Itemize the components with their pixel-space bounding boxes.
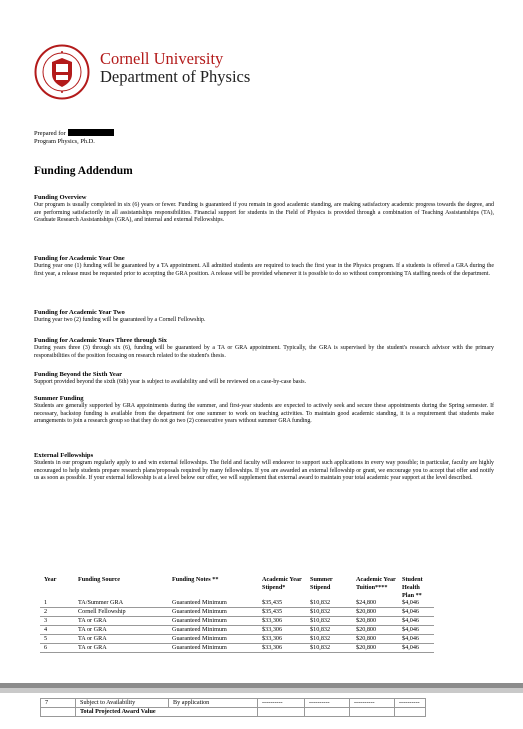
table-cell: $10,832 bbox=[310, 608, 356, 617]
table-cell: $20,800 bbox=[356, 617, 402, 626]
table-cell bbox=[350, 708, 395, 717]
table-cell: Guaranteed Minimum bbox=[172, 635, 262, 644]
table-row-total bbox=[41, 708, 426, 717]
table-row bbox=[40, 626, 434, 635]
table-cell: $20,800 bbox=[356, 635, 402, 644]
table-cell: $10,832 bbox=[310, 644, 356, 653]
table-cell: Guaranteed Minimum bbox=[172, 617, 262, 626]
table-cell bbox=[395, 708, 426, 717]
prepared-for-block bbox=[34, 129, 114, 146]
table-cell: 2 bbox=[40, 608, 78, 617]
section-body: During year one (1) funding will be guaranteed by a TA appointment. All admitted students are required to teach the first year in the Physics program. If a students is offered a GRA during the first year, a release must be requested prior to accepting the GRA position. A release will be provided whenever it is possible to do so without compromising TA staffing needs of the department. bbox=[34, 263, 494, 277]
section-heading: Funding for Academic Year One bbox=[34, 255, 125, 262]
table-cell: $33,306 bbox=[262, 635, 310, 644]
table-cell: By application bbox=[169, 699, 258, 708]
section-external-fellowships bbox=[34, 452, 494, 483]
section-funding-overview bbox=[34, 194, 494, 225]
section-body: Support provided beyond the sixth (6th) year is subject to availability and will be reviewed on a case-by-case basis. bbox=[34, 379, 307, 385]
table-cell: ---------- bbox=[350, 699, 395, 708]
table-cell: ---------- bbox=[395, 699, 426, 708]
column-header: Summer Stipend bbox=[310, 576, 333, 591]
total-label: Total Projected Award Value bbox=[76, 708, 258, 717]
section-heading: External Fellowships bbox=[34, 452, 94, 459]
program-name: Program Physics, Ph.D. bbox=[34, 138, 95, 145]
section-year-two bbox=[34, 309, 494, 325]
table-cell: Guaranteed Minimum bbox=[172, 608, 262, 617]
table-cell: TA or GRA bbox=[78, 644, 172, 653]
redacted-name bbox=[68, 129, 114, 136]
table-cell: 4 bbox=[40, 626, 78, 635]
table-row bbox=[41, 699, 426, 708]
column-header: Academic Year Tuition**** bbox=[356, 576, 396, 591]
table-cell: 3 bbox=[40, 617, 78, 626]
table-cell: $10,832 bbox=[310, 635, 356, 644]
table-row bbox=[40, 599, 434, 608]
table-cell: TA or GRA bbox=[78, 635, 172, 644]
section-years-three-six bbox=[34, 337, 494, 360]
section-body: During year two (2) funding will be guaranteed by a Cornell Fellowship. bbox=[34, 317, 206, 323]
table-header-row bbox=[40, 576, 434, 599]
table-cell bbox=[258, 708, 305, 717]
table-cell: TA or GRA bbox=[78, 626, 172, 635]
table-row bbox=[40, 608, 434, 617]
table-cell: $24,800 bbox=[356, 599, 402, 608]
university-name: Cornell University bbox=[100, 49, 224, 68]
section-body: Our program is usually completed in six (6) years or fewer. Funding is guaranteed if you remain in good academic standing, are making satisfactory academic progress towards the degree, and are performing satisfactorily in all assistantships responsibilities. Financial support for students in the Field of Physics is provided through a combination of Teaching Assistantships (TA), Graduate Research Assistantships (GRA), and internal and external Fellowships. bbox=[34, 202, 494, 223]
page-title: Funding Addendum bbox=[34, 165, 133, 177]
table-cell: $20,800 bbox=[356, 644, 402, 653]
column-header: Academic Year Stipend* bbox=[262, 576, 302, 591]
table-cell: TA/Summer GRA bbox=[78, 599, 172, 608]
table-cell: $10,832 bbox=[310, 626, 356, 635]
section-heading: Funding for Academic Year Two bbox=[34, 309, 125, 316]
table-cell: $10,832 bbox=[310, 617, 356, 626]
table-cell: Guaranteed Minimum bbox=[172, 599, 262, 608]
table-cell: Guaranteed Minimum bbox=[172, 626, 262, 635]
table-cell: $4,046 bbox=[402, 599, 434, 608]
department-name: Department of Physics bbox=[100, 67, 251, 86]
table-cell: TA or GRA bbox=[78, 617, 172, 626]
table-cell: 6 bbox=[40, 644, 78, 653]
funding-table bbox=[40, 576, 434, 653]
table-cell: $33,306 bbox=[262, 617, 310, 626]
table-cell: $4,046 bbox=[402, 608, 434, 617]
table-cell: $4,046 bbox=[402, 617, 434, 626]
table-cell bbox=[305, 708, 350, 717]
table-row bbox=[40, 644, 434, 653]
table-cell: $4,046 bbox=[402, 635, 434, 644]
column-header: Year bbox=[44, 576, 57, 583]
table-cell: ---------- bbox=[258, 699, 305, 708]
table-cell: Guaranteed Minimum bbox=[172, 644, 262, 653]
column-header: Funding Notes ** bbox=[172, 576, 219, 583]
table-cell: $35,435 bbox=[262, 599, 310, 608]
table-cell: $10,832 bbox=[310, 599, 356, 608]
column-header: Funding Source bbox=[78, 576, 121, 583]
table-cell: $4,046 bbox=[402, 626, 434, 635]
table-cell: Subject to Availability bbox=[76, 699, 169, 708]
table-cell: 1 bbox=[40, 599, 78, 608]
table-cell: Cornell Fellowship bbox=[78, 608, 172, 617]
funding-table-continued bbox=[40, 698, 426, 717]
table-cell: 5 bbox=[40, 635, 78, 644]
section-beyond-sixth bbox=[34, 371, 494, 387]
table-cell: $4,046 bbox=[402, 644, 434, 653]
table-cell: $33,306 bbox=[262, 644, 310, 653]
table-row bbox=[40, 617, 434, 626]
cornell-seal-logo bbox=[34, 44, 90, 100]
section-heading: Summer Funding bbox=[34, 395, 84, 402]
section-summer-funding bbox=[34, 395, 494, 426]
table-cell: $33,306 bbox=[262, 626, 310, 635]
table-cell: $20,800 bbox=[356, 608, 402, 617]
table-cell: $20,800 bbox=[356, 626, 402, 635]
table-cell: $35,435 bbox=[262, 608, 310, 617]
prepared-for-label: Prepared for bbox=[34, 130, 66, 137]
table-cell: ---------- bbox=[305, 699, 350, 708]
column-header: Student Health Plan ** bbox=[402, 576, 423, 599]
table-cell bbox=[41, 708, 76, 717]
section-body: During years three (3) through six (6), funding will be guaranteed by a TA or GRA appointment. Typically, the GRA is supervised by the student's research advisor with the primary responsibilities of the position focusing on research related to the student's thesis. bbox=[34, 345, 494, 359]
section-heading: Funding Overview bbox=[34, 194, 87, 201]
section-year-one bbox=[34, 255, 494, 278]
section-heading: Funding Beyond the Sixth Year bbox=[34, 371, 123, 378]
section-body: Students in our program regularly apply to and win external fellowships. The field and faculty will endeavor to support such applications in every way possible; in particular, faculty are highly encouraged to help students prepare research plans/proposals required by many fellowships. If you are awarded an external fellowship or grant, we encourage you to accept that offer and notify us as soon as possible. If your external fellowship is at a level below our offer, we will supplement that external award to maintain your total academic year support at the level described. bbox=[34, 460, 494, 481]
table-cell: 7 bbox=[41, 699, 76, 708]
page-break-shadow bbox=[0, 688, 523, 693]
section-heading: Funding for Academic Years Three through Six bbox=[34, 337, 167, 344]
table-row bbox=[40, 635, 434, 644]
section-body: Students are generally supported by GRA appointments during the summer, and first-year students are expected to actively seek and secure these appointments during the Spring semester. If necessary, backstop funding is available from the department for one summer to work on teaching activities. To maintain good academic standing, it is a requirement that students make arrangements to join a research group so that they do not go two (2) consecutive years without summer GRA funding. bbox=[34, 403, 494, 424]
